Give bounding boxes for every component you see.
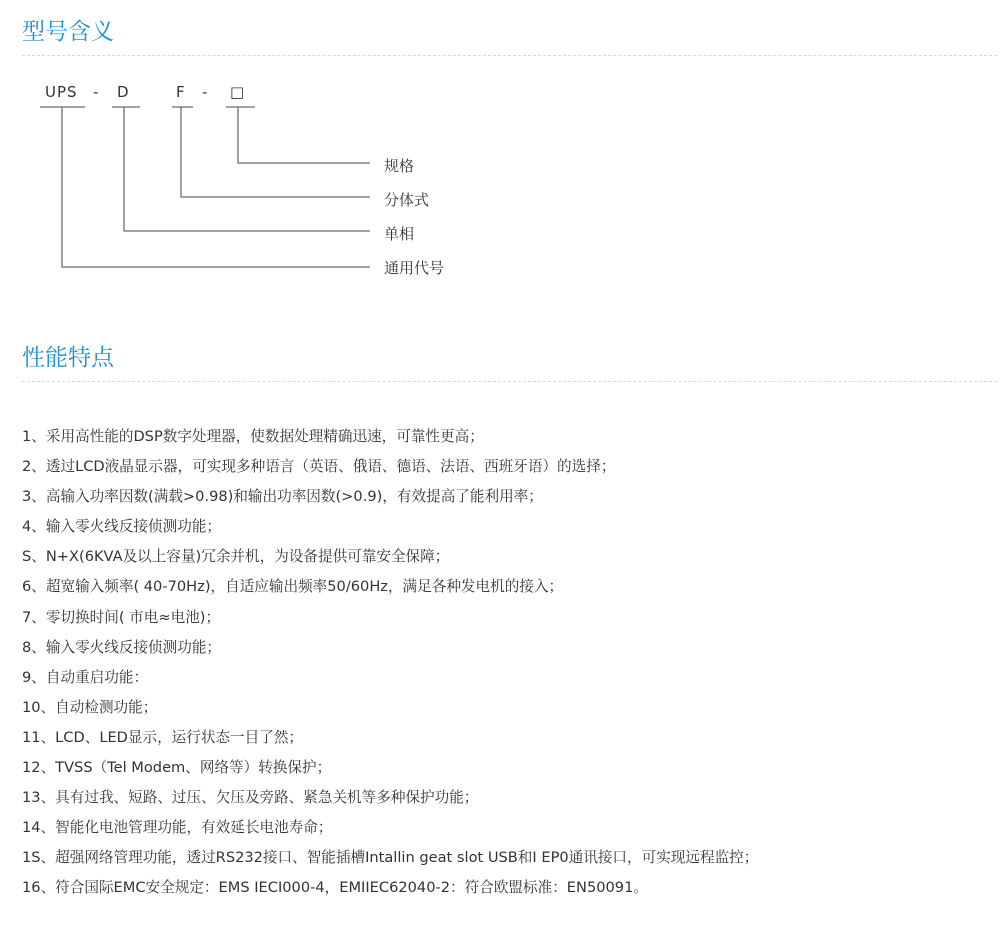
label-general-code: 通用代号 bbox=[384, 259, 445, 277]
model-code-diagram bbox=[0, 70, 420, 280]
feature-item: 8、输入零火线反接侦测功能； bbox=[22, 638, 222, 656]
feature-item: 6、超宽输入频率( 40-70Hz)，自适应输出频率50/60Hz，满足各种发电机的接入； bbox=[22, 578, 564, 596]
connector-spec bbox=[238, 107, 370, 163]
model-meaning-divider bbox=[22, 55, 997, 56]
feature-item: 4、输入零火线反接侦测功能； bbox=[22, 518, 222, 536]
label-single-phase: 单相 bbox=[384, 225, 415, 243]
feature-item: 13、具有过我、短路、过压、欠压及旁路、紧急关机等多种保护功能； bbox=[22, 789, 479, 807]
feature-item: 9、自动重启功能： bbox=[22, 668, 149, 686]
code-part-ups: UPS bbox=[45, 83, 78, 101]
feature-item: 11、LCD、LED显示，运行状态一目了然； bbox=[22, 728, 304, 746]
features-list bbox=[22, 422, 758, 904]
code-part-dash-1: - bbox=[93, 83, 100, 101]
label-split-type: 分体式 bbox=[384, 191, 430, 209]
feature-item: 16、符合国际EMC安全规定：EMS IECI000-4，EMIIEC62040-2：符合欧盟标准：EN50091。 bbox=[22, 879, 648, 897]
feature-item: 7、零切换时间( 市电≈电池)； bbox=[22, 608, 221, 626]
code-part-f: F bbox=[176, 83, 186, 101]
feature-item: 10、自动检测功能； bbox=[22, 698, 158, 716]
feature-item: 2、透过LCD液晶显示器，可实现多种语言（英语、俄语、德语、法语、西班牙语）的选择； bbox=[22, 458, 616, 476]
features-divider bbox=[22, 381, 997, 382]
model-meaning-title: 型号含义 bbox=[22, 19, 114, 45]
connector-general-code bbox=[62, 107, 370, 267]
feature-item: 3、高输入功率因数(满载>0.98)和输出功率因数(>0.9)，有效提高了能利用率； bbox=[22, 488, 543, 506]
feature-item: S、N+X(6KVA及以上容量)冗余并机，为设备提供可靠安全保障； bbox=[22, 548, 450, 566]
feature-item: 12、TVSS（Tel Modem、网络等）转换保护； bbox=[22, 759, 332, 777]
label-spec: 规格 bbox=[384, 157, 415, 175]
code-part-d: D bbox=[117, 83, 130, 101]
feature-item: 1S、超强网络管理功能，透过RS232接口、智能插槽Intallin geat slot USB和Ⅰ EP0通讯接口，可实现远程监控； bbox=[22, 849, 759, 867]
feature-item: 1、采用高性能的DSP数字处理器，使数据处理精确迅速，可靠性更高； bbox=[22, 428, 484, 445]
connector-split bbox=[181, 107, 370, 197]
features-title: 性能特点 bbox=[22, 345, 114, 371]
code-part-dash-2: - bbox=[202, 83, 209, 101]
feature-item: 14、智能化电池管理功能，有效延长电池寿命； bbox=[22, 819, 333, 837]
code-part-box: □ bbox=[230, 83, 246, 101]
connector-single-phase bbox=[124, 107, 370, 231]
